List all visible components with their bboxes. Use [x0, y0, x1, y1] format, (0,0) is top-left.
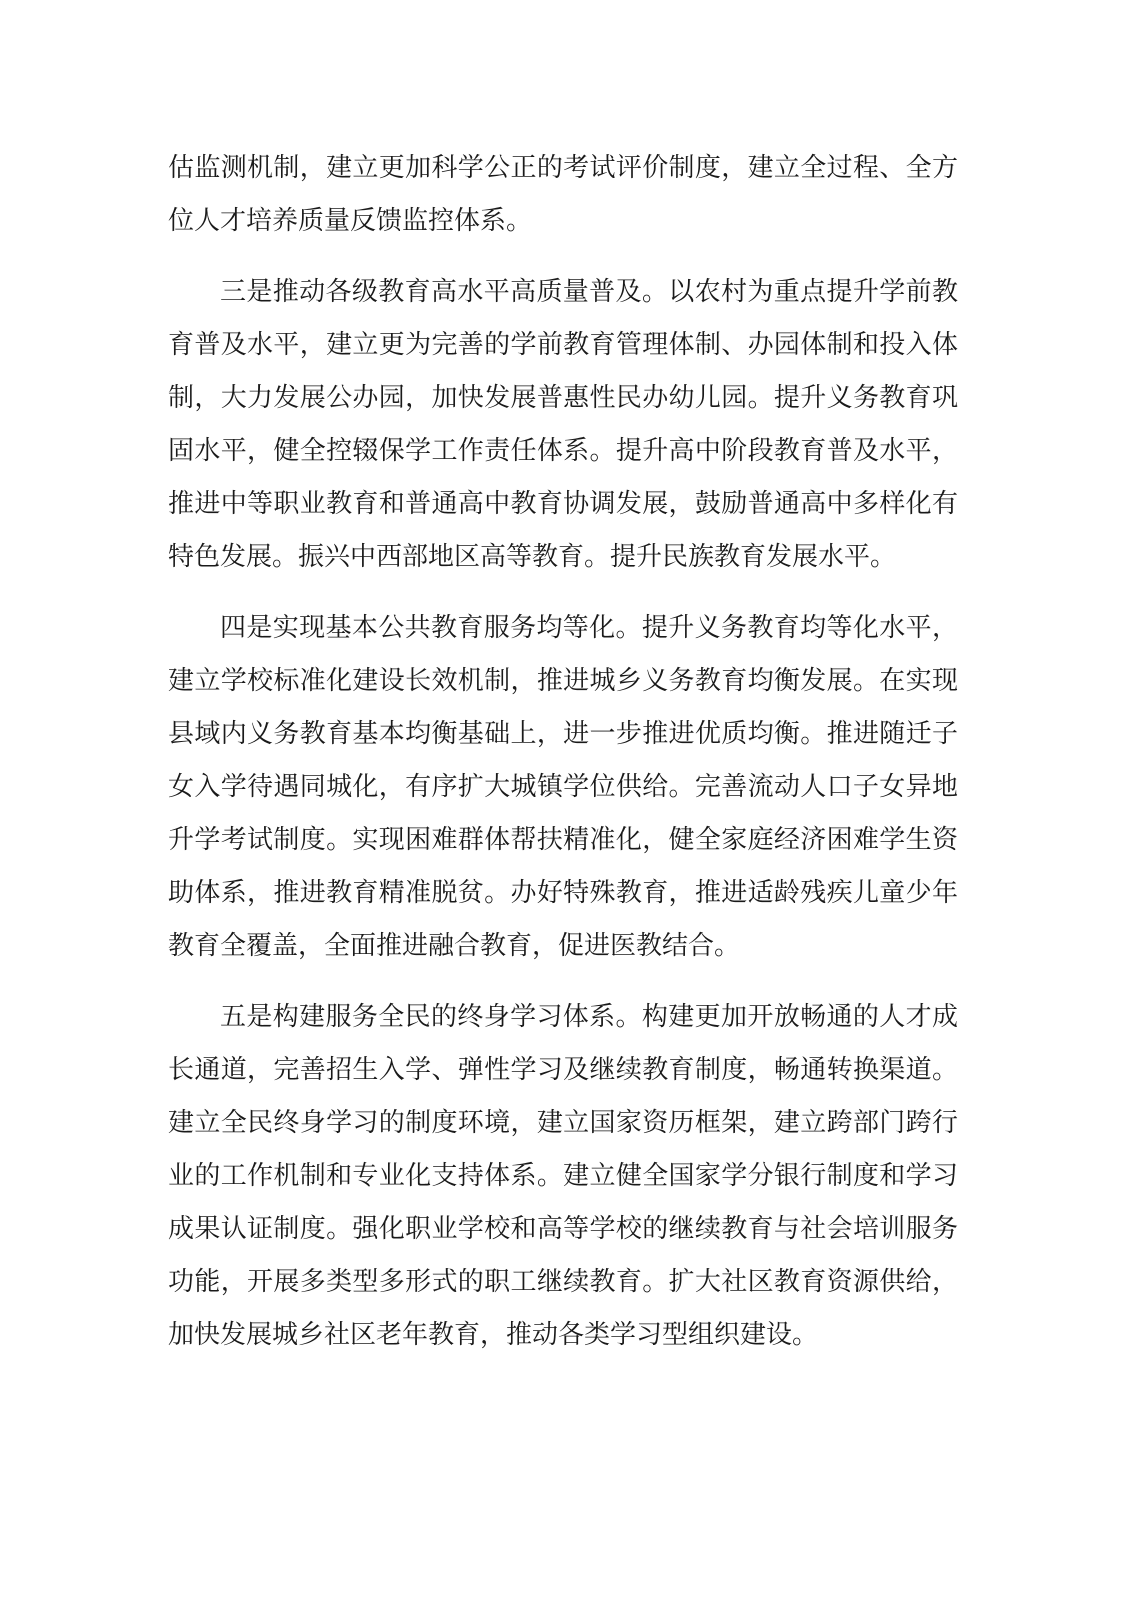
- paragraph-point-four: 四是实现基本公共教育服务均等化。提升义务教育均等化水平，建立学校标准化建设长效机制，推进城乡义务教育均衡发展。在实现县域内义务教育基本均衡基础上，进一步推进优质均衡。推进随迁子女入学待遇同城化，有序扩大城镇学位供给。完善流动人口子女异地升学考试制度。实现困难群体帮扶精准化，健全家庭经济困难学生资助体系，推进教育精准脱贫。办好特殊教育，推进适龄残疾儿童少年教育全覆盖，全面推进融合教育，促进医教结合。: [168, 613, 958, 961]
- paragraph-continuation: 估监测机制，建立更加科学公正的考试评价制度，建立全过程、全方位人才培养质量反馈监控体系。: [168, 153, 958, 236]
- paragraph-point-five: 五是构建服务全民的终身学习体系。构建更加开放畅通的人才成长通道，完善招生入学、弹性学习及继续教育制度，畅通转换渠道。建立全民终身学习的制度环境，建立国家资历框架，建立跨部门跨行业的工作机制和专业化支持体系。建立健全国家学分银行制度和学习成果认证制度。强化职业学校和高等学校的继续教育与社会培训服务功能，开展多类型多形式的职工继续教育。扩大社区教育资源供给，加快发展城乡社区老年教育，推动各类学习型组织建设。: [168, 1002, 958, 1350]
- document-body: [168, 142, 958, 1362]
- paragraph-point-three: 三是推动各级教育高水平高质量普及。以农村为重点提升学前教育普及水平，建立更为完善的学前教育管理体制、办园体制和投入体制，大力发展公办园，加快发展普惠性民办幼儿园。提升义务教育巩固水平，健全控辍保学工作责任体系。提升高中阶段教育普及水平，推进中等职业教育和普通高中教育协调发展，鼓励普通高中多样化有特色发展。振兴中西部地区高等教育。提升民族教育发展水平。: [168, 277, 958, 572]
